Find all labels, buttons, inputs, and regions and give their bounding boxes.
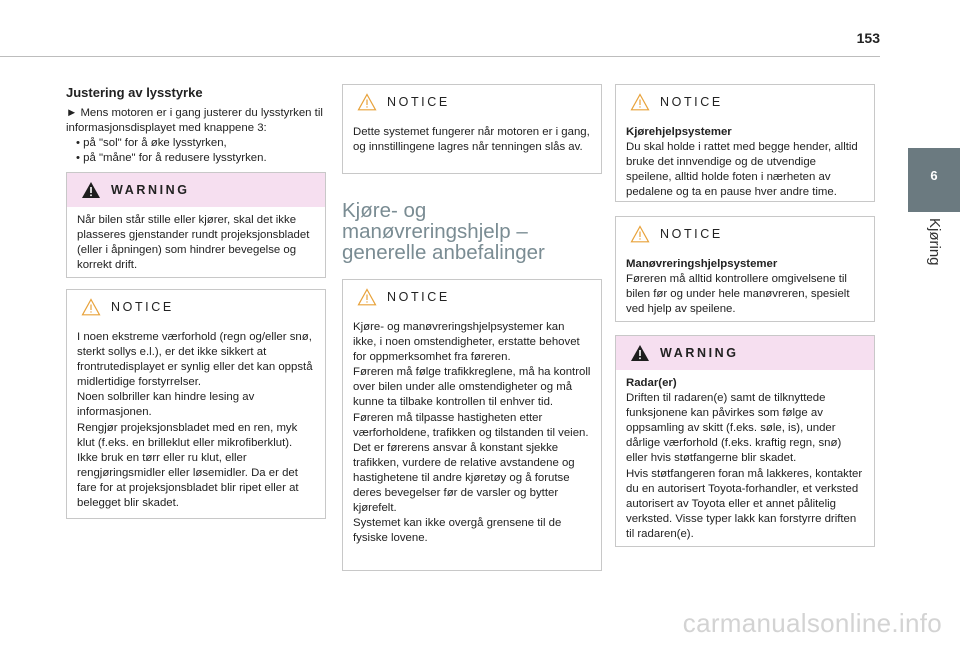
- notice-title: NOTICE: [660, 227, 723, 241]
- notice-subtitle: Manøvreringshjelpsystemer: [626, 258, 778, 270]
- warning-box-radar: [615, 335, 875, 547]
- notice-box-system: [342, 84, 602, 174]
- warning-header: [616, 336, 874, 370]
- caution-triangle-icon: [357, 288, 377, 306]
- notice-text: I noen ekstreme værforhold (regn og/eller snø, sterkt sollys e.l.), er det ikke sikkert at frontrutedisplayet er synlig eller det kan oppstå midlertidige forstyrrelser. Noen solbriller kan hindre lesing av informasjonen. Rengjør projeksjonsbladet med en ren, myk klut (f.eks. en brilleklut eller mikrofiberklut). Ikke bruk en tørr eller ru klut, eller rengjøringsmidler eller løsemidler. Da er det fare for at projeksjonsbladet blir ripet eller at belegget blir skadet.: [77, 331, 313, 510]
- brightness-intro: ► Mens motoren er i gang justerer du lysstyrken til informasjonsdisplayet med knappene 3:: [66, 107, 323, 134]
- warning-title: WARNING: [660, 346, 739, 360]
- chapter-label: Kjøring: [926, 218, 943, 266]
- driving-assist-heading: Kjøre- og manøvreringshjelp – generelle anbefalinger: [342, 199, 545, 264]
- brightness-heading: Justering av lysstyrke: [66, 85, 203, 100]
- notice-text: Du skal holde i rattet med begge hender, alltid bruke det innvendige og de utvendige speilene, alltid holde foten i nærheten av pedalene og ta en pause hver andre time.: [626, 141, 858, 199]
- notice-text: Føreren må alltid kontrollere omgivelsene til bilen før og under hele manøvreren, spesielt ved hjelp av speilene.: [626, 273, 850, 316]
- notice-header: [67, 290, 325, 324]
- header-divider: [0, 56, 880, 57]
- page-number: 153: [856, 30, 880, 46]
- notice-body: [616, 251, 874, 325]
- notice-body: [616, 119, 874, 208]
- notice-box-visibility: [66, 289, 326, 519]
- notice-box-assist: [342, 279, 602, 571]
- notice-title: NOTICE: [387, 95, 450, 109]
- notice-text: Dette systemet fungerer når motoren er i gang, og innstillingene lagres når tenningen slås av.: [353, 126, 590, 154]
- warning-box-projection: [66, 172, 326, 278]
- notice-title: NOTICE: [387, 290, 450, 304]
- notice-box-driving-aids: [615, 84, 875, 202]
- notice-title: NOTICE: [111, 300, 174, 314]
- list-item: • på "sol" for å øke lysstyrken,: [76, 136, 328, 151]
- caution-triangle-icon: [630, 225, 650, 243]
- warning-header: [67, 173, 325, 207]
- warning-triangle-icon: [630, 344, 650, 362]
- notice-header: [616, 217, 874, 251]
- notice-header: [343, 280, 601, 314]
- caution-triangle-icon: [357, 93, 377, 111]
- notice-text: Kjøre- og manøvreringshjelpsystemer kan ikke, i noen omstendigheter, erstatte behovet for oppmerksomhet fra føreren. Føreren må følge trafikkreglene, må ha kontroll over bilen under alle omstendigheter og må kunne ta tilbake kontrollen til enhver tid. Føreren må tilpasse hastigheten etter værforholdene, trafikken og tilstanden til veien. Det er førerens ansvar å konstant sjekke trafikken, vurdere de relative avstandene og hastighetene til andre kjøretøy og å forutse deres bevegelser før de varsler og bytter kjørefelt. Systemet kan ikke overgå grensene til de fysiske lovene.: [353, 321, 591, 545]
- notice-box-maneuver-aids: [615, 216, 875, 322]
- notice-header: [616, 85, 874, 119]
- notice-title: NOTICE: [660, 95, 723, 109]
- caution-triangle-icon: [81, 298, 101, 316]
- brightness-instructions: [66, 106, 328, 166]
- warning-body: [616, 370, 874, 550]
- caution-triangle-icon: [630, 93, 650, 111]
- watermark: carmanualsonline.info: [682, 608, 942, 638]
- chapter-tab[interactable]: [908, 148, 960, 212]
- warning-triangle-icon: [81, 181, 101, 199]
- notice-header: [343, 85, 601, 119]
- notice-subtitle: Kjørehjelpsystemer: [626, 126, 732, 138]
- warning-subtitle: Radar(er): [626, 377, 677, 389]
- list-item: • på "måne" for å redusere lysstyrken.: [76, 151, 328, 166]
- chapter-number: 6: [930, 168, 938, 183]
- warning-text: Driften til radaren(e) samt de tilknyttede funksjonene kan påvirkes som følge av oppsamling av skitt (f.eks. søle, is), under dårlige værforhold (f.eks. kraftig regn, snø) eller hvis støtfangerne blir skadet. Hvis støtfangeren foran må lakkeres, kontakter du en autorisert Toyota-forhandler, et verksted autorisert av Toyota eller et annet pålitelig verksted. Visse typer lakk kan forstyrre driften til radaren(e).: [626, 392, 863, 540]
- brightness-bullets: [66, 136, 328, 166]
- warning-title: WARNING: [111, 183, 190, 197]
- warning-text: Når bilen står stille eller kjører, skal det ikke plasseres gjenstander rundt projeksjonsbladet (eller i åpningen) som hindrer bevegelse og korrekt drift.: [77, 214, 310, 272]
